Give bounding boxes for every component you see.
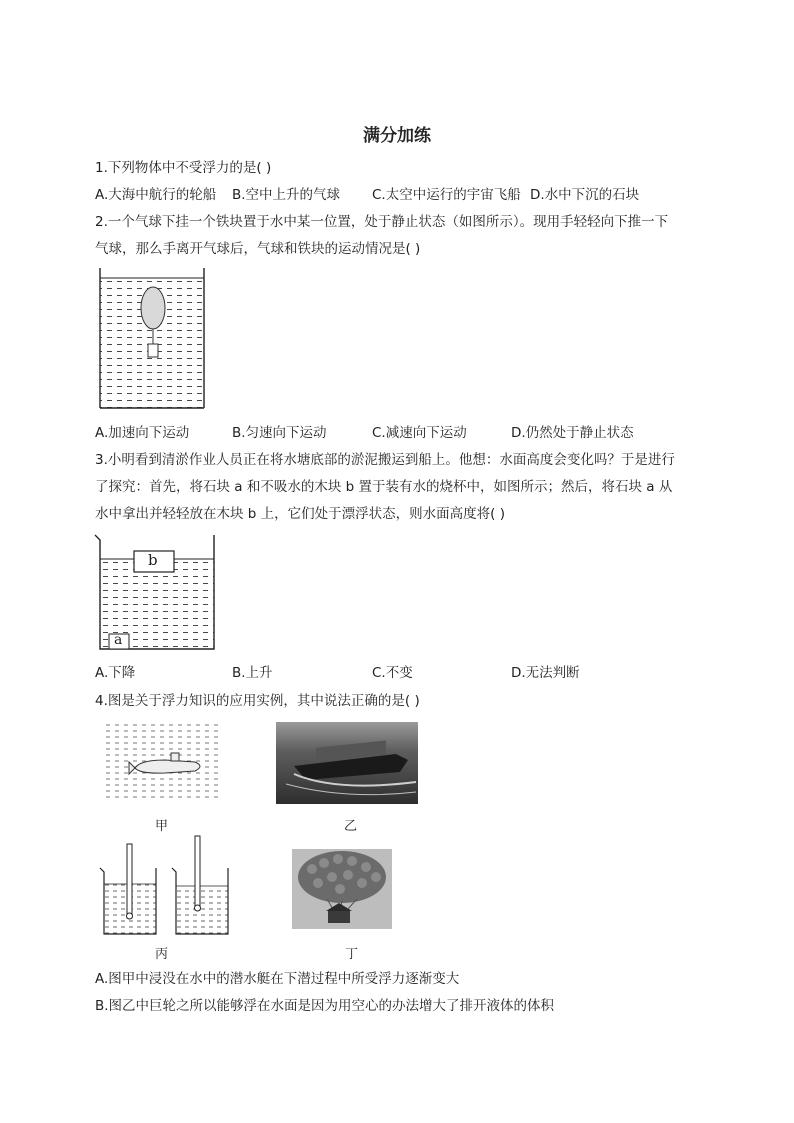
- q2-option-b: B.匀速向下运动: [232, 425, 327, 441]
- submarine-hull: [135, 760, 200, 773]
- q2-option-c: C.减速向下运动: [372, 425, 467, 441]
- house: [328, 911, 350, 923]
- submarine-tower: [171, 753, 179, 761]
- iron-block: [148, 344, 158, 357]
- q3-option-b: B.上升: [232, 665, 273, 681]
- ship-photo: [276, 722, 418, 804]
- question-2-stem-line2: 气球，那么手离开气球后，气球和铁块的运动情况是( ): [95, 241, 421, 257]
- q4-option-a: A.图甲中浸没在水中的潜水艇在下潜过程中所受浮力逐渐变大: [95, 971, 460, 987]
- caption-ding: 丁: [345, 947, 359, 962]
- question-4-stem: 4.图是关于浮力知识的应用实例，其中说法正确的是( ): [95, 693, 420, 709]
- q1-option-b: B.空中上升的气球: [232, 187, 341, 203]
- q2-option-d: D.仍然处于静止状态: [511, 425, 634, 441]
- hydrometer-left: [127, 844, 132, 918]
- caption-jia: 甲: [155, 819, 169, 834]
- question-2-stem-line1: 2.一个气球下挂一个铁块置于水中某一位置，处于静止状态（如图所示）。现用手轻轻向下推一下: [95, 214, 669, 230]
- q3-option-a: A.下降: [95, 665, 136, 681]
- question-3-stem-line3: 水中拿出并轻轻放在木块 b 上，它们处于漂浮状态，则水面高度将( ): [95, 506, 505, 522]
- q1-option-c: C.太空中运行的宇宙飞船: [372, 187, 521, 203]
- question-3-stem-line1: 3.小明看到清淤作业人员正在将水塘底部的淤泥搬运到船上。他想：水面高度会变化吗？于是进行: [95, 452, 675, 468]
- q1-option-a: A.大海中航行的轮船: [95, 187, 217, 203]
- q1-option-d: D.水中下沉的石块: [530, 187, 640, 203]
- hydrometer-beakers-figure: [96, 834, 236, 938]
- beaker-figure: [92, 531, 222, 653]
- hydrometer-right: [195, 836, 200, 910]
- q2-option-a: A.加速向下运动: [95, 425, 190, 441]
- label-b: b: [148, 551, 158, 569]
- q3-option-d: D.无法判断: [511, 665, 580, 681]
- balloon: [141, 287, 165, 329]
- page-title: 满分加练: [363, 126, 431, 146]
- q3-option-c: C.不变: [372, 665, 413, 681]
- balloon-iron-block-figure: [96, 264, 208, 412]
- caption-yi: 乙: [344, 819, 358, 834]
- balloon-house-photo: [292, 849, 392, 929]
- label-a: a: [114, 632, 123, 648]
- caption-bing: 丙: [155, 947, 169, 962]
- submarine-figure: [105, 722, 218, 802]
- question-1-stem: 1.下列物体中不受浮力的是( ): [95, 160, 272, 176]
- question-3-stem-line2: 了探究：首先，将石块 a 和不吸水的木块 b 置于装有水的烧杯中，如图所示；然后，将石块 a 从: [95, 479, 673, 495]
- q4-option-b: B.图乙中巨轮之所以能够浮在水面是因为用空心的办法增大了排开液体的体积: [95, 998, 555, 1014]
